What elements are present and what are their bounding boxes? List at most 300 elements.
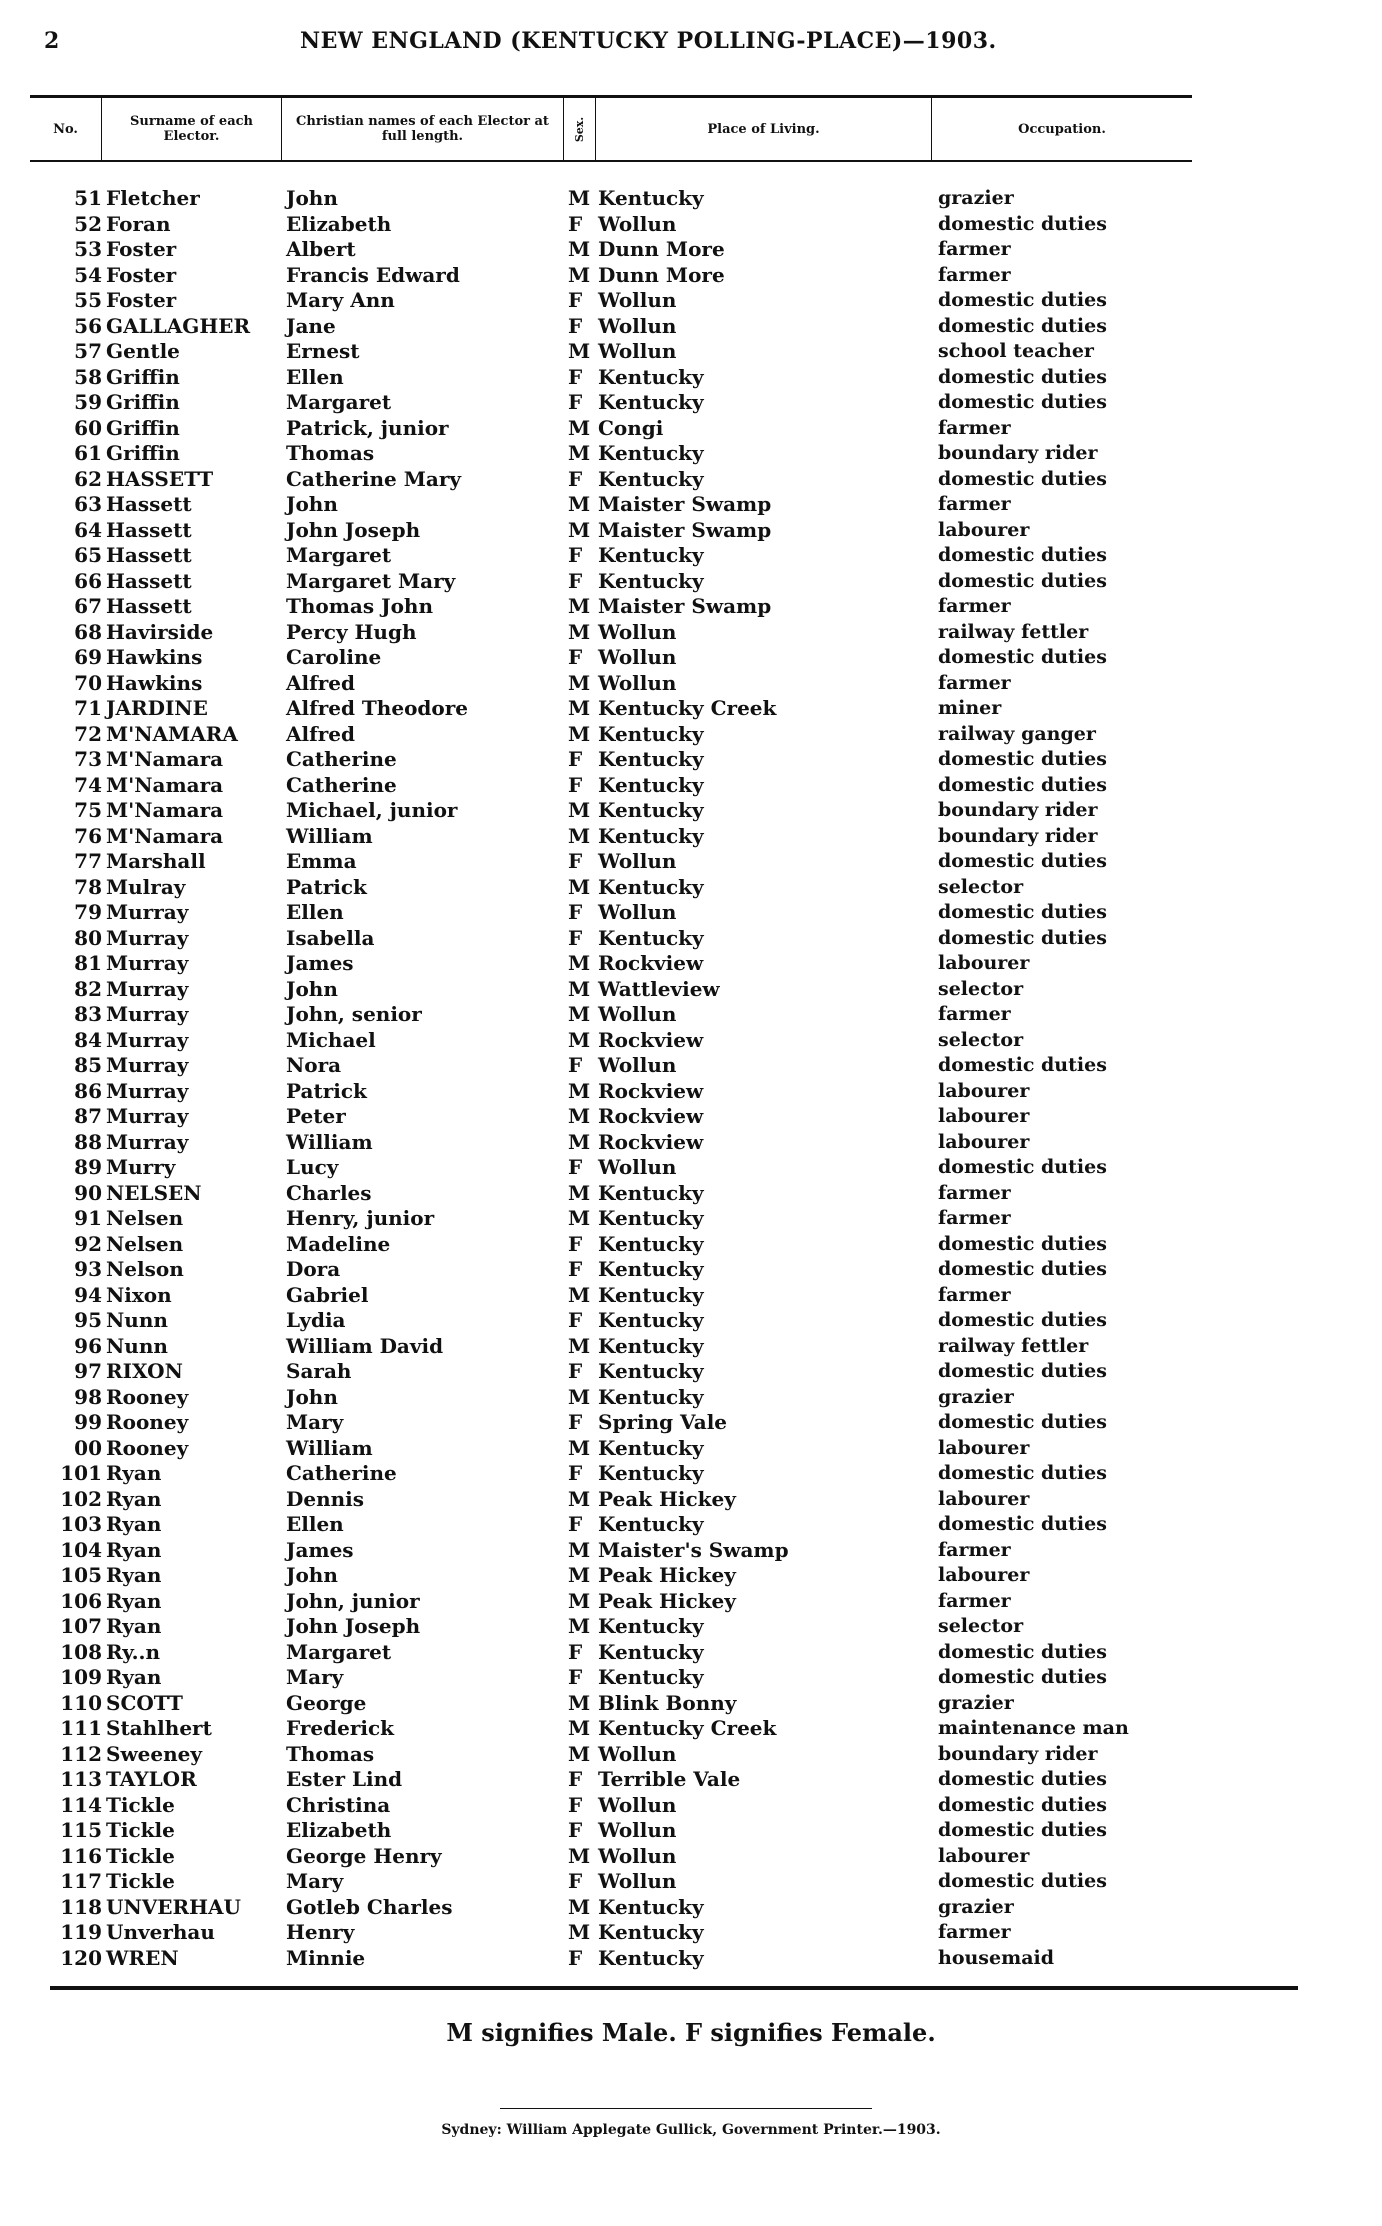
elector-place-of-living: Kentucky (598, 1435, 704, 1460)
elector-occupation: domestic duties (938, 544, 1107, 566)
elector-number: 89 (74, 1155, 102, 1179)
elector-surname: Mulray (106, 874, 186, 899)
elector-christian-names: Margaret (286, 390, 392, 414)
elector-occupation: domestic duties (938, 314, 1107, 337)
table-row (30, 1130, 1192, 1156)
elector-occupation: domestic duties (938, 1462, 1107, 1484)
elector-number: 76 (74, 823, 102, 848)
elector-place-of-living: Kentucky (598, 1665, 704, 1689)
elector-number: 60 (74, 415, 102, 440)
elector-number: 59 (74, 390, 102, 414)
elector-christian-names: John Joseph (286, 1614, 421, 1638)
elector-number: 81 (74, 951, 102, 975)
elector-surname: Hawkins (106, 670, 203, 695)
elector-number: 85 (74, 1053, 102, 1077)
table-row (30, 1104, 1192, 1130)
elector-surname: M'Namara (106, 747, 224, 771)
elector-occupation: farmer (938, 493, 1011, 515)
elector-sex: F (568, 1639, 583, 1664)
column-header-sex (564, 98, 596, 160)
elector-sex: M (568, 670, 591, 695)
elector-sex: M (568, 1690, 591, 1715)
elector-number: 58 (74, 364, 102, 389)
elector-sex: M (568, 517, 591, 542)
elector-sex: M (568, 1588, 591, 1613)
elector-number: 74 (74, 772, 102, 797)
elector-surname: Foster (106, 288, 177, 312)
elector-surname: Marshall (106, 849, 206, 873)
table-row (30, 1767, 1192, 1793)
elector-occupation: farmer (938, 595, 1011, 617)
elector-sex: F (568, 1308, 583, 1332)
elector-christian-names: Margaret Mary (286, 568, 456, 593)
table-row (30, 1283, 1192, 1309)
table-row (30, 951, 1192, 977)
elector-surname: Murray (106, 951, 189, 975)
elector-surname: Griffin (106, 390, 180, 414)
elector-sex: F (568, 1359, 583, 1383)
elector-number: 109 (60, 1665, 102, 1689)
elector-surname: RIXON (106, 1359, 183, 1383)
elector-surname: Sweeney (106, 1741, 202, 1766)
table-row (30, 773, 1192, 799)
column-header-christian-names: Christian names of each Elector at full length. (282, 98, 564, 160)
elector-number: 112 (60, 1741, 102, 1766)
elector-christian-names: Percy Hugh (286, 619, 417, 644)
table-row (30, 926, 1192, 952)
elector-occupation: selector (938, 1615, 1024, 1637)
elector-place-of-living: Dunn More (598, 262, 725, 287)
elector-sex: M (568, 1537, 591, 1562)
elector-occupation: railway fettler (938, 620, 1089, 643)
elector-christian-names: Frederick (286, 1716, 394, 1740)
table-row (30, 620, 1192, 646)
elector-surname: TAYLOR (106, 1767, 197, 1791)
page-title: NEW ENGLAND (KENTUCKY POLLING-PLACE)—1903. (300, 28, 997, 54)
table-row (30, 543, 1192, 569)
elector-surname: HASSETT (106, 466, 214, 491)
elector-number: 55 (74, 288, 102, 312)
electors-list (30, 186, 1192, 1971)
elector-occupation: farmer (938, 671, 1011, 694)
elector-sex: F (568, 849, 583, 873)
elector-number: 79 (74, 900, 102, 924)
elector-occupation: school teacher (938, 340, 1094, 362)
elector-number: 52 (74, 211, 102, 236)
elector-christian-names: William (286, 823, 373, 848)
elector-number: 98 (74, 1384, 102, 1409)
elector-occupation: farmer (938, 1538, 1011, 1561)
elector-sex: M (568, 721, 591, 746)
elector-sex: F (568, 568, 583, 593)
elector-christian-names: Alfred Theodore (286, 696, 469, 720)
elector-sex: M (568, 492, 591, 516)
elector-place-of-living: Kentucky (598, 441, 704, 465)
elector-occupation: domestic duties (938, 1258, 1107, 1280)
elector-number: 120 (60, 1945, 102, 1970)
elector-surname: UNVERHAU (106, 1894, 241, 1919)
elector-number: 62 (74, 466, 102, 491)
table-row (30, 1691, 1192, 1717)
elector-occupation: domestic duties (938, 1411, 1107, 1433)
elector-christian-names: Isabella (286, 925, 375, 950)
elector-number: 65 (74, 543, 102, 567)
elector-christian-names: Thomas John (286, 594, 433, 618)
elector-christian-names: Catherine (286, 772, 397, 797)
elector-christian-names: Alfred (286, 670, 355, 695)
elector-christian-names: John (286, 976, 338, 1001)
elector-surname: Nelson (106, 1257, 184, 1281)
elector-place-of-living: Wollun (598, 670, 677, 695)
elector-surname: Murray (106, 1129, 189, 1154)
elector-christian-names: Peter (286, 1104, 346, 1128)
elector-occupation: housemaid (938, 1946, 1055, 1969)
elector-occupation: domestic duties (938, 1819, 1107, 1841)
elector-occupation: labourer (938, 1487, 1030, 1510)
elector-place-of-living: Kentucky (598, 1920, 704, 1944)
elector-occupation: grazier (938, 1691, 1014, 1714)
printer-imprint: Sydney: William Applegate Gullick, Government Printer.—1903. (441, 2122, 941, 2138)
elector-number: 00 (74, 1435, 102, 1460)
elector-place-of-living: Rockview (598, 951, 704, 975)
elector-sex: F (568, 390, 583, 414)
elector-number: 67 (74, 594, 102, 618)
elector-occupation: domestic duties (938, 748, 1107, 770)
elector-number: 95 (74, 1308, 102, 1332)
elector-sex: M (568, 1843, 591, 1868)
elector-occupation: farmer (938, 1003, 1011, 1025)
elector-number: 80 (74, 925, 102, 950)
table-row (30, 1308, 1192, 1334)
elector-christian-names: William (286, 1435, 373, 1460)
elector-surname: Tickle (106, 1869, 175, 1893)
elector-christian-names: Mary (286, 1869, 344, 1893)
elector-number: 54 (74, 262, 102, 287)
elector-surname: WREN (106, 1945, 179, 1970)
elector-occupation: farmer (938, 1207, 1011, 1229)
elector-occupation: domestic duties (938, 1309, 1107, 1331)
elector-christian-names: Elizabeth (286, 211, 392, 236)
elector-place-of-living: Kentucky (598, 747, 704, 771)
elector-christian-names: John (286, 492, 338, 516)
elector-place-of-living: Kentucky (598, 823, 704, 848)
elector-sex: M (568, 1104, 591, 1128)
elector-sex: M (568, 441, 591, 465)
elector-occupation: boundary rider (938, 442, 1098, 464)
elector-number: 73 (74, 747, 102, 771)
elector-place-of-living: Kentucky (598, 1206, 704, 1230)
elector-christian-names: Mary (286, 1665, 344, 1689)
elector-occupation: boundary rider (938, 799, 1098, 821)
elector-place-of-living: Kentucky (598, 1894, 704, 1919)
table-row (30, 314, 1192, 340)
table-row (30, 1232, 1192, 1258)
elector-place-of-living: Wollun (598, 849, 677, 873)
elector-christian-names: Ellen (286, 364, 344, 389)
elector-surname: Murray (106, 1104, 189, 1128)
table-row (30, 1844, 1192, 1870)
elector-occupation: railway fettler (938, 1334, 1089, 1357)
elector-surname: Griffin (106, 415, 180, 440)
elector-christian-names: Emma (286, 849, 357, 873)
elector-occupation: farmer (938, 238, 1011, 260)
elector-christian-names: Madeline (286, 1231, 391, 1256)
table-row (30, 1742, 1192, 1768)
elector-number: 113 (60, 1767, 102, 1791)
table-row (30, 416, 1192, 442)
elector-number: 115 (60, 1818, 102, 1842)
elector-christian-names: Ellen (286, 1512, 344, 1536)
elector-number: 105 (60, 1563, 102, 1587)
elector-surname: Tickle (106, 1843, 175, 1868)
elector-place-of-living: Wollun (598, 1741, 677, 1766)
table-row (30, 1461, 1192, 1487)
elector-place-of-living: Congi (598, 415, 664, 440)
elector-surname: GALLAGHER (106, 313, 251, 338)
table-row (30, 875, 1192, 901)
elector-sex: F (568, 1869, 583, 1893)
elector-place-of-living: Kentucky (598, 721, 704, 746)
elector-christian-names: James (286, 951, 354, 975)
elector-surname: Murray (106, 976, 189, 1001)
elector-sex: F (568, 772, 583, 797)
table-row (30, 288, 1192, 314)
table-row (30, 594, 1192, 620)
elector-place-of-living: Kentucky (598, 1614, 704, 1638)
elector-place-of-living: Maister's Swamp (598, 1537, 789, 1562)
elector-number: 83 (74, 1002, 102, 1026)
elector-surname: Foran (106, 211, 171, 236)
table-row (30, 1206, 1192, 1232)
elector-place-of-living: Maister Swamp (598, 517, 772, 542)
elector-place-of-living: Wollun (598, 1053, 677, 1077)
elector-occupation: grazier (938, 1385, 1014, 1408)
elector-number: 93 (74, 1257, 102, 1281)
elector-surname: Ryan (106, 1486, 162, 1511)
elector-number: 88 (74, 1129, 102, 1154)
elector-christian-names: John Joseph (286, 517, 421, 542)
elector-place-of-living: Terrible Vale (598, 1767, 741, 1791)
table-row (30, 824, 1192, 850)
elector-christian-names: Elizabeth (286, 1818, 392, 1842)
elector-surname: Foster (106, 262, 177, 287)
elector-surname: Unverhau (106, 1920, 215, 1944)
elector-christian-names: Jane (286, 313, 336, 338)
elector-occupation: domestic duties (938, 569, 1107, 592)
elector-number: 57 (74, 339, 102, 363)
elector-sex: F (568, 1665, 583, 1689)
elector-christian-names: Catherine (286, 1461, 397, 1485)
elector-number: 69 (74, 645, 102, 669)
table-row (30, 1538, 1192, 1564)
elector-christian-names: Ernest (286, 339, 360, 363)
table-row (30, 696, 1192, 722)
elector-sex: M (568, 1486, 591, 1511)
elector-christian-names: John (286, 1563, 338, 1587)
elector-christian-names: Patrick, junior (286, 415, 449, 440)
elector-surname: Ryan (106, 1588, 162, 1613)
elector-christian-names: John (286, 1384, 338, 1409)
elector-christian-names: Ester Lind (286, 1767, 403, 1791)
elector-number: 114 (60, 1792, 102, 1817)
elector-occupation: railway ganger (938, 722, 1096, 745)
elector-place-of-living: Kentucky (598, 1257, 704, 1281)
elector-sex: M (568, 415, 591, 440)
elector-place-of-living: Kentucky (598, 1231, 704, 1256)
elector-christian-names: Lucy (286, 1155, 339, 1179)
elector-occupation: domestic duties (938, 1870, 1107, 1892)
elector-sex: M (568, 1894, 591, 1919)
elector-surname: Nixon (106, 1282, 172, 1307)
table-row (30, 671, 1192, 697)
elector-place-of-living: Kentucky (598, 772, 704, 797)
elector-christian-names: Henry, junior (286, 1206, 435, 1230)
table-row (30, 722, 1192, 748)
elector-place-of-living: Wollun (598, 645, 677, 669)
elector-number: 118 (60, 1894, 102, 1919)
elector-place-of-living: Wollun (598, 619, 677, 644)
column-header-place: Place of Living. (596, 98, 932, 160)
table-row (30, 1512, 1192, 1538)
elector-number: 102 (60, 1486, 102, 1511)
elector-sex: M (568, 237, 591, 261)
elector-surname: Nunn (106, 1308, 168, 1332)
elector-place-of-living: Wollun (598, 1869, 677, 1893)
elector-occupation: grazier (938, 1895, 1014, 1918)
elector-christian-names: Michael, junior (286, 798, 458, 822)
elector-place-of-living: Kentucky (598, 925, 704, 950)
elector-surname: Hassett (106, 517, 192, 542)
elector-occupation: farmer (938, 1589, 1011, 1612)
elector-surname: M'Namara (106, 823, 224, 848)
table-row (30, 977, 1192, 1003)
table-row (30, 798, 1192, 824)
elector-number: 117 (60, 1869, 102, 1893)
table-row (30, 1869, 1192, 1895)
elector-occupation: boundary rider (938, 824, 1098, 847)
table-row (30, 1665, 1192, 1691)
elector-sex: F (568, 313, 583, 338)
elector-place-of-living: Wollun (598, 1792, 677, 1817)
printer-rule (500, 2108, 872, 2109)
elector-sex: F (568, 747, 583, 771)
elector-surname: Ryan (106, 1512, 162, 1536)
elector-surname: Ryan (106, 1614, 162, 1638)
elector-sex: M (568, 186, 591, 210)
elector-surname: Murray (106, 925, 189, 950)
elector-number: 90 (74, 1180, 102, 1205)
table-row (30, 1436, 1192, 1462)
elector-sex: M (568, 594, 591, 618)
elector-christian-names: Catherine Mary (286, 466, 461, 491)
elector-occupation: domestic duties (938, 212, 1107, 235)
elector-surname: Hassett (106, 543, 192, 567)
elector-place-of-living: Rockview (598, 1104, 704, 1128)
elector-number: 97 (74, 1359, 102, 1383)
elector-surname: Murray (106, 1027, 189, 1052)
elector-number: 63 (74, 492, 102, 516)
elector-occupation: domestic duties (938, 773, 1107, 796)
table-row (30, 645, 1192, 671)
elector-place-of-living: Kentucky (598, 1180, 704, 1205)
elector-surname: NELSEN (106, 1180, 202, 1205)
elector-christian-names: Margaret (286, 543, 392, 567)
elector-occupation: domestic duties (938, 1513, 1107, 1535)
elector-christian-names: Sarah (286, 1359, 352, 1383)
elector-number: 84 (74, 1027, 102, 1052)
elector-occupation: domestic duties (938, 391, 1107, 413)
elector-occupation: domestic duties (938, 901, 1107, 923)
table-row (30, 1946, 1192, 1972)
table-row (30, 849, 1192, 875)
table-row (30, 1053, 1192, 1079)
elector-number: 82 (74, 976, 102, 1001)
elector-place-of-living: Peak Hickey (598, 1486, 736, 1511)
elector-sex: F (568, 1945, 583, 1970)
elector-occupation: farmer (938, 1181, 1011, 1204)
elector-number: 91 (74, 1206, 102, 1230)
table-row (30, 1640, 1192, 1666)
elector-number: 106 (60, 1588, 102, 1613)
elector-number: 68 (74, 619, 102, 644)
elector-number: 99 (74, 1410, 102, 1434)
elector-number: 56 (74, 313, 102, 338)
elector-sex: M (568, 1563, 591, 1587)
elector-occupation: domestic duties (938, 1232, 1107, 1255)
page-number: 2 (44, 28, 60, 54)
elector-sex: F (568, 364, 583, 389)
elector-number: 108 (60, 1639, 102, 1664)
elector-sex: M (568, 1741, 591, 1766)
elector-sex: F (568, 1155, 583, 1179)
table-row (30, 186, 1192, 212)
elector-sex: M (568, 1078, 591, 1103)
elector-sex: F (568, 1461, 583, 1485)
elector-occupation: domestic duties (938, 1054, 1107, 1076)
table-row (30, 1614, 1192, 1640)
elector-christian-names: James (286, 1537, 354, 1562)
elector-sex: M (568, 874, 591, 899)
elector-surname: M'Namara (106, 772, 224, 797)
elector-christian-names: George (286, 1690, 367, 1715)
table-row (30, 1563, 1192, 1589)
elector-sex: M (568, 1920, 591, 1944)
elector-christian-names: Margaret (286, 1639, 392, 1664)
elector-number: 72 (74, 721, 102, 746)
elector-occupation: domestic duties (938, 1768, 1107, 1790)
elector-surname: Hassett (106, 568, 192, 593)
elector-christian-names: John, senior (286, 1002, 422, 1026)
elector-place-of-living: Wollun (598, 313, 677, 338)
elector-occupation: domestic duties (938, 850, 1107, 872)
elector-sex: F (568, 466, 583, 491)
elector-number: 75 (74, 798, 102, 822)
table-row (30, 365, 1192, 391)
elector-number: 86 (74, 1078, 102, 1103)
elector-christian-names: Albert (286, 237, 356, 261)
elector-christian-names: Caroline (286, 645, 382, 669)
elector-place-of-living: Kentucky (598, 1945, 704, 1970)
elector-christian-names: Patrick (286, 874, 367, 899)
elector-number: 71 (74, 696, 102, 720)
elector-surname: Gentle (106, 339, 180, 363)
column-header-row (30, 95, 1192, 162)
elector-place-of-living: Kentucky (598, 798, 704, 822)
elector-surname: Griffin (106, 364, 180, 389)
elector-occupation: labourer (938, 1079, 1030, 1102)
elector-place-of-living: Kentucky (598, 1512, 704, 1536)
elector-occupation: domestic duties (938, 1793, 1107, 1816)
